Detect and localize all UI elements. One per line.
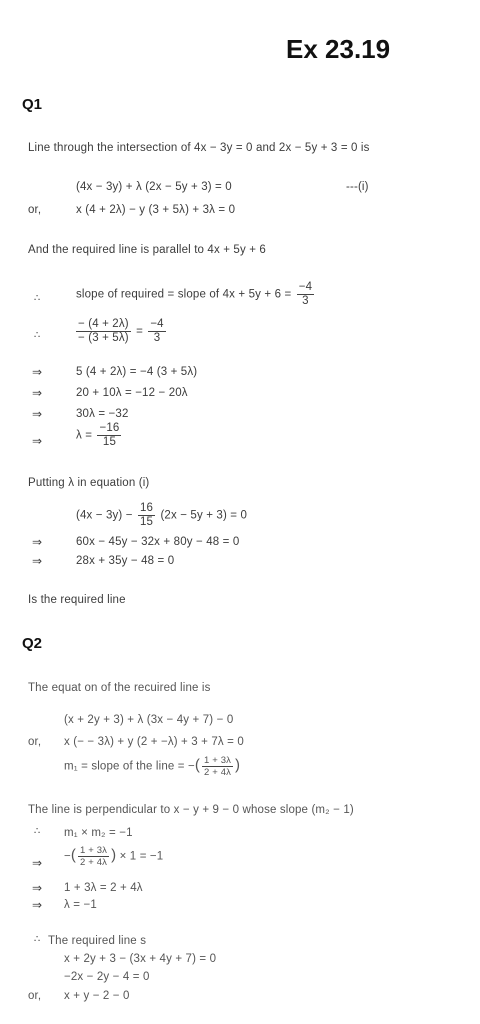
implies-arrow: ⇒	[32, 856, 43, 870]
q1-equation-i: (4x − 3y) + λ (2x − 5y + 3) = 0	[76, 181, 232, 193]
fraction-denominator: 2 + 4λ	[80, 857, 108, 868]
q1-putting-statement: Putting λ in equation (i)	[28, 477, 150, 489]
sub-left: (4x − 3y) −	[76, 509, 133, 522]
open-paren: (	[70, 846, 77, 864]
implies-arrow: ⇒	[32, 386, 43, 400]
q1-parallel-statement: And the required line is parallel to 4x + 5y + 6	[28, 244, 266, 256]
q2-required-2: −2x − 2y − 4 = 0	[64, 971, 150, 983]
q1-expanded-equation: x (4 + 2λ) − y (3 + 5λ) + 3λ = 0	[76, 204, 236, 216]
q2-required-3: x + y − 2 − 0	[64, 990, 130, 1002]
open-paren: (	[194, 756, 200, 774]
q1-slope-line	[76, 281, 316, 308]
fraction-denominator: 15	[139, 516, 154, 528]
fraction-denominator: 2 + 4λ	[204, 767, 232, 778]
q1-intro: Line through the intersection of 4x − 3y = 0 and 2x − 5y + 3 = 0 is	[28, 142, 370, 154]
q1-step-3: 30λ = −32	[76, 408, 129, 420]
implies-arrow: ⇒	[32, 554, 43, 568]
fraction-denominator: 3	[302, 295, 309, 307]
q2-equation-1: (x + 2y + 3) + λ (3x − 4y + 7) − 0	[64, 714, 234, 726]
page-title: Ex 23.19	[286, 34, 391, 64]
implies-arrow: ⇒	[32, 407, 43, 421]
q2-slope-line	[64, 755, 240, 778]
q2-or-label: or,	[28, 990, 42, 1002]
lambda-lhs: λ =	[76, 429, 93, 442]
q2-slope-lhs: m₁ = slope of the line = −	[64, 760, 195, 773]
q1-ratio-equation	[74, 318, 168, 345]
q2-product-fraction	[78, 845, 109, 868]
q1-result-1: 60x − 45y − 32x + 80y − 48 = 0	[76, 536, 240, 548]
fraction-numerator: −4	[150, 318, 164, 330]
close-paren: )	[235, 756, 241, 774]
q1-substituted-equation	[76, 502, 247, 529]
therefore-symbol: ∴	[34, 826, 41, 837]
q2-slope-product: m₁ × m₂ = −1	[64, 827, 133, 839]
q1-result-2: 28x + 35y − 48 = 0	[76, 555, 175, 567]
implies-arrow: ⇒	[32, 881, 43, 895]
q2-slope-fraction	[202, 755, 233, 778]
sub-right: (2x − 5y + 3) = 0	[160, 509, 248, 522]
therefore-symbol: ∴	[34, 293, 41, 304]
q1-step-1: 5 (4 + 2λ) = −4 (3 + 5λ)	[76, 366, 198, 378]
fraction-numerator: − (4 + 2λ)	[78, 318, 129, 330]
q2-required-statement: The required line s	[48, 935, 147, 947]
question-label-q1: Q1	[22, 96, 43, 113]
fraction-denominator: 3	[153, 332, 161, 344]
fraction-denominator: − (3 + 5λ)	[78, 332, 129, 344]
therefore-symbol: ∴	[34, 934, 41, 945]
q1-ratio-fraction	[76, 318, 131, 345]
product-rhs: × 1 = −1	[119, 850, 164, 863]
q1-lambda-value	[76, 422, 123, 449]
q1-equation-tag: ---(i)	[346, 181, 369, 193]
fraction-numerator: 16	[139, 502, 154, 514]
q1-lambda-fraction	[97, 422, 121, 449]
q2-intro: The equat on of the recuired line is	[28, 682, 211, 694]
q1-sub-fraction	[138, 502, 155, 529]
q2-equation-2: x (− − 3λ) + y (2 + −λ) + 3 + 7λ = 0	[64, 736, 244, 748]
q1-conclusion: Is the required line	[28, 594, 126, 606]
implies-arrow: ⇒	[32, 535, 43, 549]
fraction-denominator: 15	[102, 436, 117, 448]
therefore-symbol: ∴	[34, 330, 41, 341]
q2-perpendicular-statement: The line is perpendicular to x − y + 9 − 0 whose slope (m₂ − 1)	[28, 804, 354, 816]
fraction-numerator: −4	[298, 281, 313, 293]
fraction-numerator: 1 + 3λ	[80, 845, 108, 856]
implies-arrow: ⇒	[32, 434, 43, 448]
fraction-numerator: 1 + 3λ	[204, 755, 232, 766]
q1-or-label: or,	[28, 204, 42, 216]
q1-slope-text: slope of required = slope of 4x + 5y + 6 =	[76, 288, 292, 301]
fraction-numerator: −16	[99, 422, 120, 434]
q1-slope-fraction	[297, 281, 314, 308]
minus-sign: −	[64, 850, 71, 863]
q2-step-2: λ = −1	[64, 899, 97, 911]
question-label-q2: Q2	[22, 635, 43, 652]
implies-arrow: ⇒	[32, 898, 43, 912]
equals-sign: =	[136, 325, 143, 338]
q2-or-label: or,	[28, 736, 42, 748]
q2-step-1: 1 + 3λ = 2 + 4λ	[64, 882, 143, 894]
q1-step-2: 20 + 10λ = −12 − 20λ	[76, 387, 188, 399]
implies-arrow: ⇒	[32, 365, 43, 379]
close-paren: )	[111, 846, 117, 864]
q2-required-1: x + 2y + 3 − (3x + 4y + 7) = 0	[64, 953, 217, 965]
q2-product-equation	[64, 845, 163, 868]
q1-ratio-rhs-fraction	[148, 318, 165, 345]
